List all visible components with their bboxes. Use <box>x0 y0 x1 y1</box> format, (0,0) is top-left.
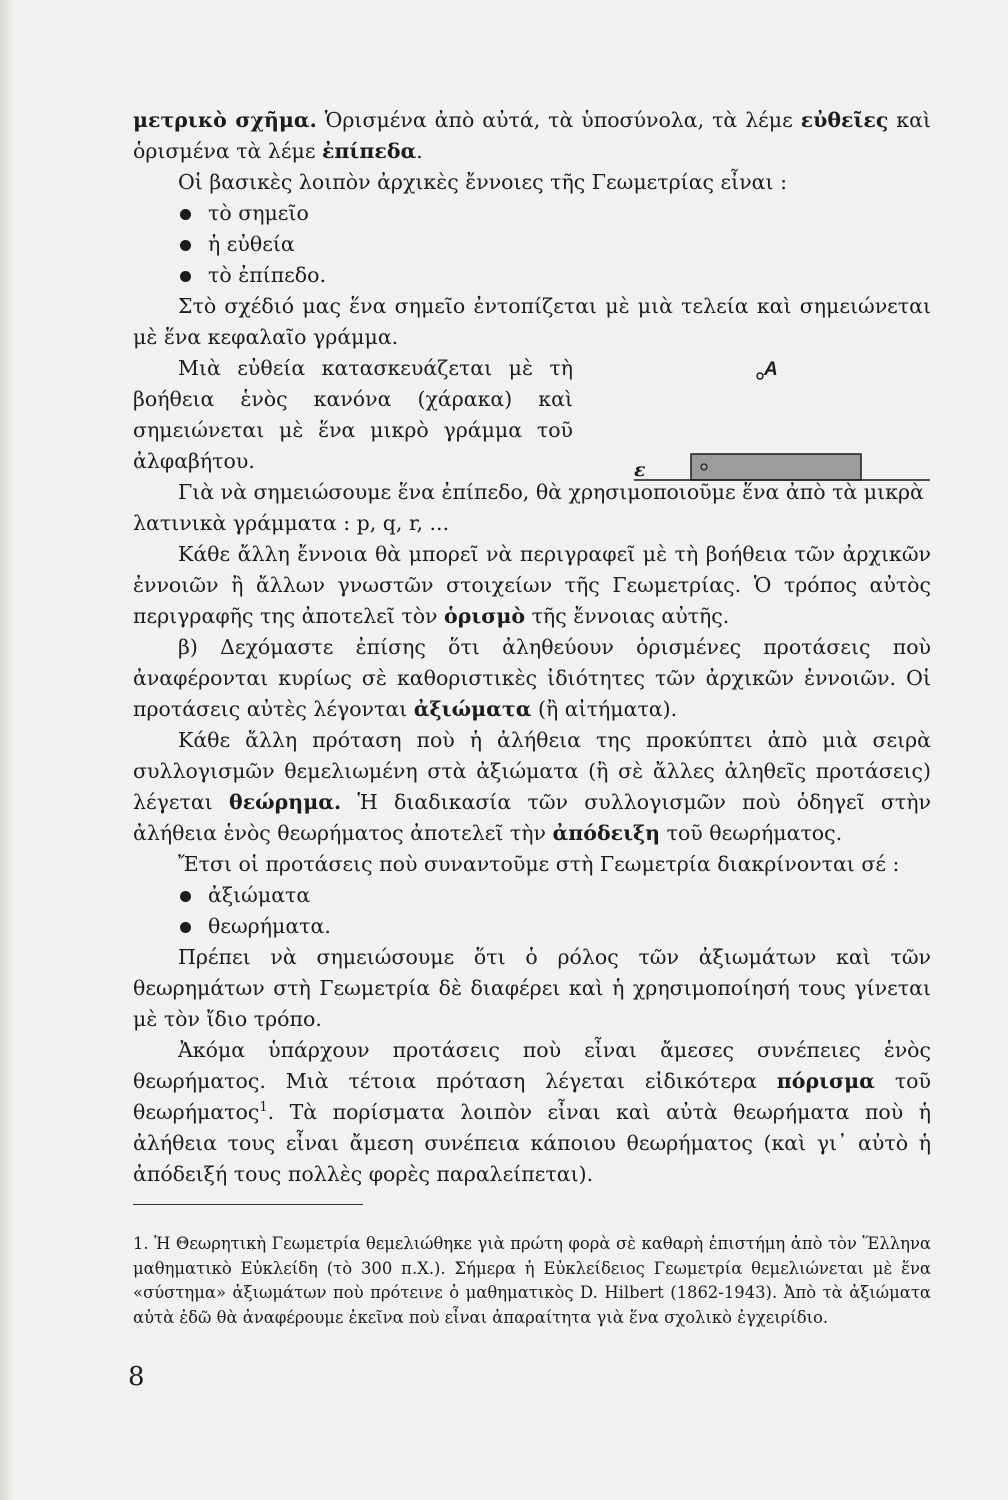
paragraph-axioms: β) Δεχόμαστε ἐπίσης ὅτι ἀληθεύουν ὁρισμένες προτάσεις ποὺ ἀναφέρονται κυρίως σὲ καθοριστικὲς ἰδιότητες τῶν ἀρχικῶν ἐννοιῶν. Οἱ προτάσεις αὐτὲς λέγονται ἀξιώματα (ἢ αἰτήματα). <box>133 635 931 721</box>
footnote-separator <box>133 1204 363 1205</box>
footnote: 1. Ἡ Θεωρητικὴ Γεωμετρία θεμελιώθηκε γιὰ πρώτη φορὰ σὲ καθαρὴ ἐπιστήμη ἀπὸ τὸν Ἕλληνα μαθηματικὸ Εὐκλείδη (τὸ 300 π.Χ.). Σήμερα ἡ Εὐκλείδειος Γεωμετρία θεμελιώνεται μὲ ἕνα «σύστημα» ἀξιωμάτων ποὺ πρότεινε ὁ μαθηματικὸς D. Hilbert (1862-1943). Ἀπὸ τὰ ἀξιώματα αὐτὰ ἐδῶ θὰ ἀναφέρουμε ἐκεῖνα ποὺ εἶναι ἀπαραίτητα γιὰ ἕνα σχολικὸ ἐγχειρίδιο. <box>133 1234 931 1327</box>
page-number: 8 <box>128 1362 145 1392</box>
bold-term: ἀξιώματα <box>413 697 532 721</box>
list-item: ἡ εὐθεία <box>208 229 931 260</box>
bold-term: ἀπόδειξη <box>552 821 661 845</box>
paragraph-plane-notation: Γιὰ νὰ σημειώσουμε ἕνα ἐπίπεδο, θὰ χρησιμοποιοῦμε ἕνα ἀπὸ τὰ μικρὰ λατινικὰ γράμματα : p, q, r, ... <box>133 480 924 535</box>
list-item: τὸ ἐπίπεδο. <box>208 260 931 291</box>
paragraph-definition: Κάθε ἄλλη ἔννοια θὰ μπορεῖ νὰ περιγραφεῖ μὲ τὴ βοήθεια τῶν ἀρχικῶν ἐννοιῶν ἢ ἄλλων γνωστῶν στοιχείων τῆς Γεωμετρίας. Ὁ τρόπος αὐτὸς περιγραφῆς της ἀποτελεῖ τὸν ὁρισμὸ τῆς ἔννοιας αὐτῆς. <box>133 542 931 628</box>
paragraph-metric-shape: μετρικὸ σχῆμα. Ὁρισμένα ἀπὸ αὐτά, τὰ ὑποσύνολα, τὰ λέμε εὐθεῖες καὶ ὁρισμένα τὰ λέμε ἐπίπεδα. <box>133 108 931 163</box>
paragraph-point-notation: Στὸ σχέδιό μας ἕνα σημεῖο ἐντοπίζεται μὲ μιὰ τελεία καὶ σημειώνεται μὲ ἕνα κεφαλαῖο γράμμα. <box>133 294 931 349</box>
bold-term: εὐθεῖες <box>800 108 889 132</box>
bold-term: θεώρημα. <box>229 790 342 814</box>
line-and-ruler-figure <box>612 359 932 494</box>
paragraph-theorem: Κάθε ἄλλη πρόταση ποὺ ἡ ἀλήθεια της προκύπτει ἀπὸ μιὰ σειρὰ συλλογισμῶν θεμελιωμένη στὰ ἀξιώματα (ἢ σὲ ἄλλες ἀληθεῖς προτάσεις) λέγεται θεώρημα. Ἡ διαδικασία τῶν συλλογισμῶν ποὺ ὁδηγεῖ στὴν ἀλήθεια ἑνὸς θεωρήματος ἀποτελεῖ τὴν ἀπόδειξη τοῦ θεωρήματος. <box>133 728 931 845</box>
footnote-marker: 1 <box>259 1100 268 1116</box>
body-text-top <box>133 105 931 1190</box>
list-item: ἀξιώματα <box>208 880 931 911</box>
bold-term: ἐπίπεδα <box>321 139 417 163</box>
paragraph-line-notation: Μιὰ εὐθεία κατασκευάζεται μὲ τὴ βοήθεια ἑνὸς κανόνα (χάρακα) καὶ σημειώνεται μὲ ἕνα μικρὸ γράμμα τοῦ ἀλφαβήτου. <box>133 356 573 473</box>
list-item: τὸ σημεῖο <box>208 198 931 229</box>
paragraph-role: Πρέπει νὰ σημειώσουμε ὅτι ὁ ρόλος τῶν ἀξιωμάτων καὶ τῶν θεωρημάτων στὴ Γεωμετρία δὲ διαφέρει καὶ ἡ χρησιμοποίησή τους γίνεται μὲ τὸν ἴδιο τρόπο. <box>133 945 931 1031</box>
proposition-types-list <box>133 880 931 942</box>
bold-term: πόρισμα <box>776 1069 875 1093</box>
basic-concepts-list <box>133 198 931 291</box>
paragraph-proposition-types: Ἔτσι οἱ προτάσεις ποὺ συναντοῦμε στὴ Γεωμετρία διακρίνονται σέ : <box>178 852 900 876</box>
line-label: ε <box>634 459 646 481</box>
list-item: θεωρήματα. <box>208 911 931 942</box>
bold-term: ὁρισμὸ <box>444 604 526 628</box>
point-a-dot <box>757 373 763 379</box>
paragraph-corollary: Ἀκόμα ὑπάρχουν προτάσεις ποὺ εἶναι ἄμεσες συνέπειες ἑνὸς θεωρήματος. Μιὰ τέτοια πρόταση λέγεται εἰδικότερα πόρισμα τοῦ θεωρήματος$^1$. Τὰ πορίσματα λοιπὸν εἶναι καὶ αὐτὰ θεωρήματα ποὺ ἡ ἀλήθεια τους εἶναι ἄμεση συνέπεια κάποιου θεωρήματος (καὶ γι᾽ αὐτὸ ἡ ἀπόδειξή τους πολλὲς φορὲς παραλείπεται). <box>133 1038 931 1186</box>
point-a-label: A <box>764 359 778 380</box>
page-edge-shadow <box>0 0 14 1500</box>
ruler-icon <box>691 454 861 480</box>
paragraph-basic-concepts: Οἱ βασικὲς λοιπὸν ἀρχικὲς ἔννοιες τῆς Γεωμετρίας εἶναι : <box>178 170 787 194</box>
bold-term: μετρικὸ σχῆμα. <box>133 108 317 132</box>
